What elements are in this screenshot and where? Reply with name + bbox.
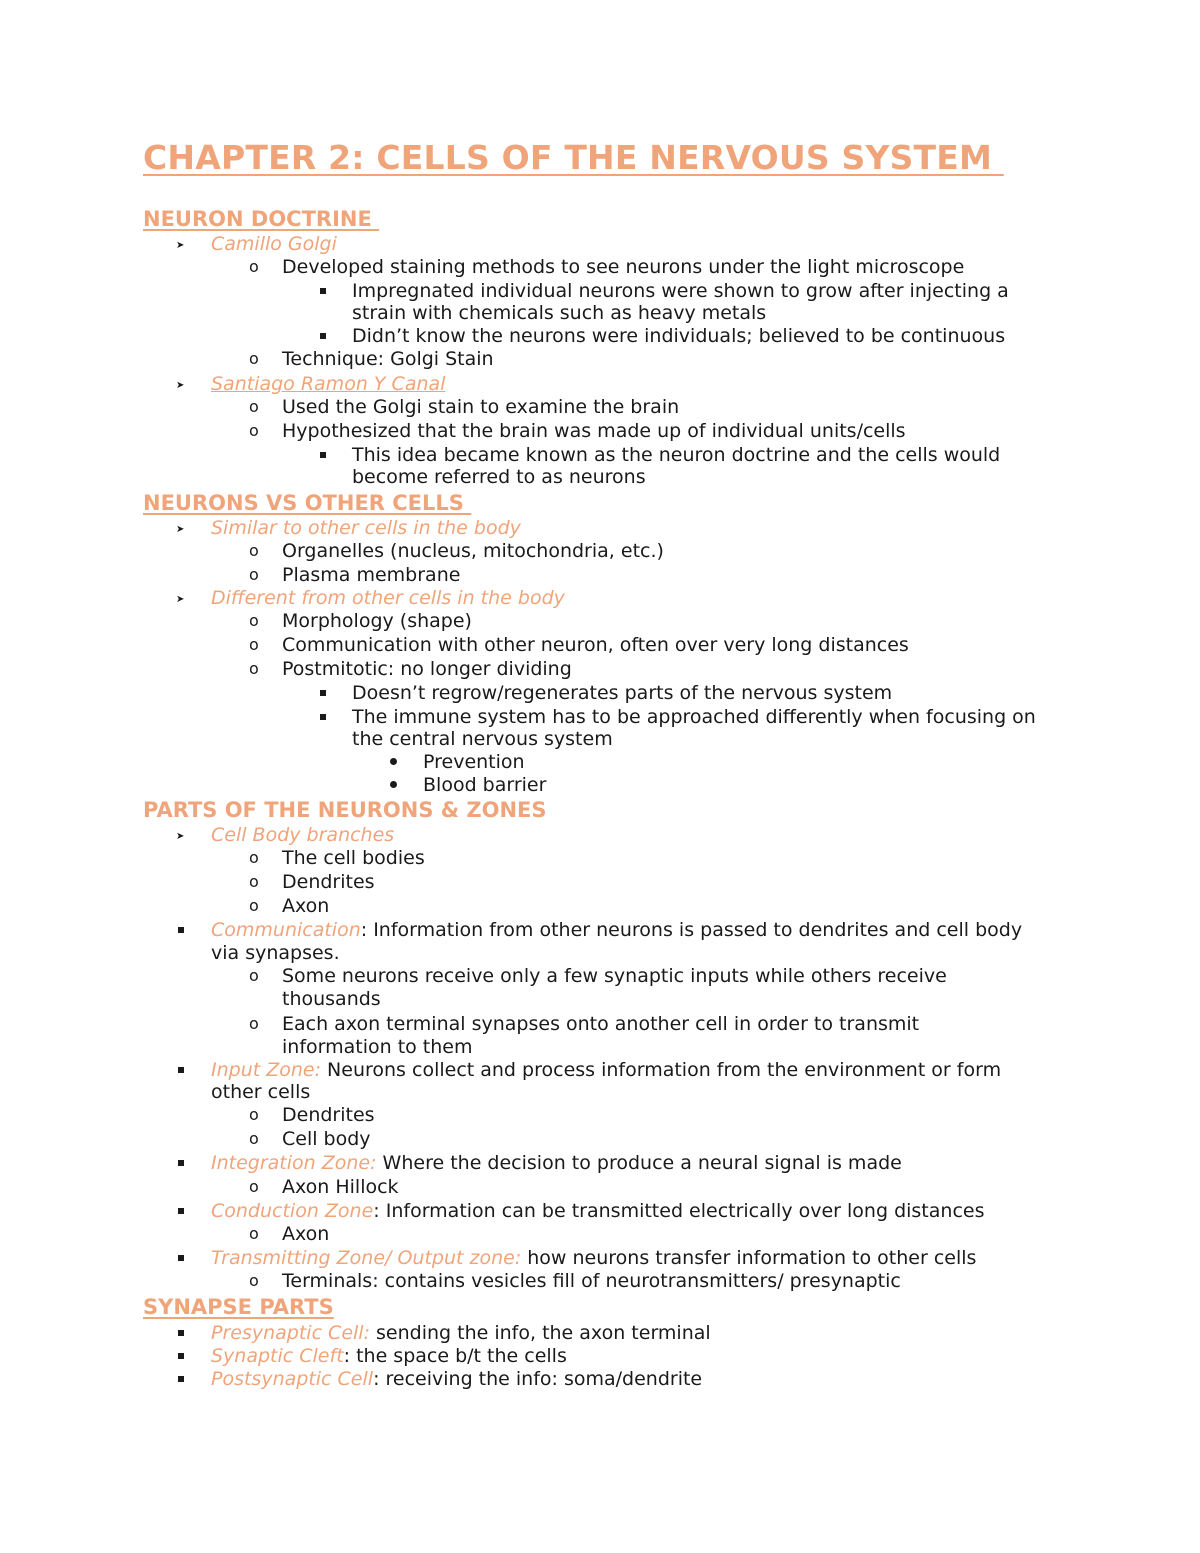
list-item: Impregnated individual neurons were shown to grow after injecting a <box>352 280 1009 302</box>
square-bullet-icon <box>178 1208 184 1214</box>
list-item: Similar to other cells in the body <box>211 517 521 539</box>
list-item: Doesn’t regrow/regenerates parts of the nervous system <box>352 682 893 704</box>
list-item: Organelles (nucleus, mitochondria, etc.) <box>282 540 664 562</box>
list-item <box>211 1368 702 1391</box>
term-text: : Information from other neurons is passed to dendrites and cell body <box>360 919 1023 941</box>
section-heading-neuron-doctrine: NEURON DOCTRINE <box>143 207 380 231</box>
list-item-continuation: other cells <box>211 1081 311 1103</box>
dot-bullet-icon <box>390 781 397 788</box>
list-item: Plasma membrane <box>282 564 461 586</box>
list-item: Cell body <box>282 1128 371 1150</box>
list-item-continuation: thousands <box>282 988 381 1010</box>
circle-bullet-icon: o <box>249 565 259 584</box>
list-item: Blood barrier <box>423 774 547 796</box>
term-text: Where the decision to produce a neural signal is made <box>376 1152 902 1174</box>
list-item <box>211 1247 976 1270</box>
section-heading-parts-of-neurons: PARTS OF THE NEURONS & ZONES <box>143 798 547 822</box>
list-item <box>211 919 1022 942</box>
circle-bullet-icon: o <box>249 397 259 416</box>
list-item: Didn’t know the neurons were individuals; believed to be continuous <box>352 325 1006 347</box>
term-text: Neurons collect and process information from the environment or form <box>321 1059 1002 1081</box>
list-item: The immune system has to be approached differently when focusing on <box>352 706 1036 728</box>
page-title: CHAPTER 2: CELLS OF THE NERVOUS SYSTEM <box>143 138 1004 177</box>
square-bullet-icon <box>320 452 326 458</box>
dot-bullet-icon <box>390 758 397 765</box>
list-item-continuation: become referred to as neurons <box>352 466 646 488</box>
list-item: Axon <box>282 1223 330 1245</box>
list-item: Each axon terminal synapses onto another cell in order to transmit <box>282 1013 920 1035</box>
arrow-bullet-icon: ➤ <box>176 240 185 251</box>
list-item-continuation: information to them <box>282 1036 473 1058</box>
list-item-continuation: via synapses. <box>211 942 340 964</box>
term-text: : the space b/t the cells <box>343 1345 567 1367</box>
list-item: Cell Body branches <box>211 824 395 846</box>
square-bullet-icon <box>320 714 326 720</box>
list-item: Axon Hillock <box>282 1176 399 1198</box>
list-item <box>211 1152 902 1175</box>
circle-bullet-icon: o <box>249 1105 259 1124</box>
circle-bullet-icon: o <box>249 896 259 915</box>
square-bullet-icon <box>320 690 326 696</box>
term-label: Transmitting Zone/ Output zone: <box>211 1247 522 1269</box>
list-item: Some neurons receive only a few synaptic inputs while others receive <box>282 965 947 987</box>
list-item-continuation: strain with chemicals such as heavy metals <box>352 302 767 324</box>
circle-bullet-icon: o <box>249 421 259 440</box>
list-item: This idea became known as the neuron doctrine and the cells would <box>352 444 1001 466</box>
list-item <box>211 1322 711 1345</box>
circle-bullet-icon: o <box>249 635 259 654</box>
list-item: Dendrites <box>282 1104 375 1126</box>
arrow-bullet-icon: ➤ <box>176 380 185 391</box>
circle-bullet-icon: o <box>249 966 259 985</box>
square-bullet-icon <box>178 1160 184 1166</box>
circle-bullet-icon: o <box>249 257 259 276</box>
list-item-continuation: the central nervous system <box>352 728 613 750</box>
list-item: Camillo Golgi <box>211 233 337 255</box>
circle-bullet-icon: o <box>249 1014 259 1033</box>
square-bullet-icon <box>178 1330 184 1336</box>
term-text: how neurons transfer information to other cells <box>521 1247 977 1269</box>
square-bullet-icon <box>320 288 326 294</box>
term-label: Integration Zone: <box>211 1152 377 1174</box>
list-item: Used the Golgi stain to examine the brain <box>282 396 680 418</box>
circle-bullet-icon: o <box>249 1129 259 1148</box>
arrow-bullet-icon: ➤ <box>176 524 185 535</box>
list-item: Developed staining methods to see neurons under the light microscope <box>282 256 965 278</box>
section-heading-synapse-parts: SYNAPSE PARTS <box>143 1295 334 1319</box>
square-bullet-icon <box>178 1376 184 1382</box>
term-text: : receiving the info: soma/dendrite <box>373 1368 703 1390</box>
list-item: Morphology (shape) <box>282 610 472 632</box>
list-item: The cell bodies <box>282 847 425 869</box>
list-item: Hypothesized that the brain was made up of individual units/cells <box>282 420 906 442</box>
arrow-bullet-icon: ➤ <box>176 831 185 842</box>
circle-bullet-icon: o <box>249 1177 259 1196</box>
circle-bullet-icon: o <box>249 848 259 867</box>
list-item: Technique: Golgi Stain <box>282 348 494 370</box>
circle-bullet-icon: o <box>249 659 259 678</box>
term-label: Input Zone: <box>211 1059 322 1081</box>
section-heading-neurons-vs-other-cells: NEURONS VS OTHER CELLS <box>143 491 472 515</box>
term-label: Synaptic Cleft <box>211 1345 344 1367</box>
circle-bullet-icon: o <box>249 1271 259 1290</box>
term-text: sending the info, the axon terminal <box>369 1322 711 1344</box>
list-item: Different from other cells in the body <box>211 587 565 609</box>
list-item: Postmitotic: no longer dividing <box>282 658 572 680</box>
square-bullet-icon <box>178 1067 184 1073</box>
square-bullet-icon <box>178 1353 184 1359</box>
circle-bullet-icon: o <box>249 872 259 891</box>
list-item <box>211 1059 1001 1082</box>
term-text: : Information can be transmitted electrically over long distances <box>373 1200 985 1222</box>
square-bullet-icon <box>178 1255 184 1261</box>
list-item: Santiago Ramon Y Canal <box>211 373 446 395</box>
square-bullet-icon <box>320 333 326 339</box>
square-bullet-icon <box>178 927 184 933</box>
list-item <box>211 1200 984 1223</box>
term-label: Conduction Zone <box>211 1200 374 1222</box>
circle-bullet-icon: o <box>249 611 259 630</box>
circle-bullet-icon: o <box>249 1224 259 1243</box>
list-item: Communication with other neuron, often over very long distances <box>282 634 909 656</box>
list-item: Dendrites <box>282 871 375 893</box>
term-label: Communication <box>211 919 361 941</box>
arrow-bullet-icon: ➤ <box>176 594 185 605</box>
circle-bullet-icon: o <box>249 541 259 560</box>
list-item <box>211 1345 567 1368</box>
list-item: Terminals: contains vesicles fill of neurotransmitters/ presynaptic <box>282 1270 901 1292</box>
term-label: Presynaptic Cell: <box>211 1322 370 1344</box>
circle-bullet-icon: o <box>249 349 259 368</box>
term-label: Postsynaptic Cell <box>211 1368 374 1390</box>
list-item: Axon <box>282 895 330 917</box>
list-item: Prevention <box>423 751 525 773</box>
